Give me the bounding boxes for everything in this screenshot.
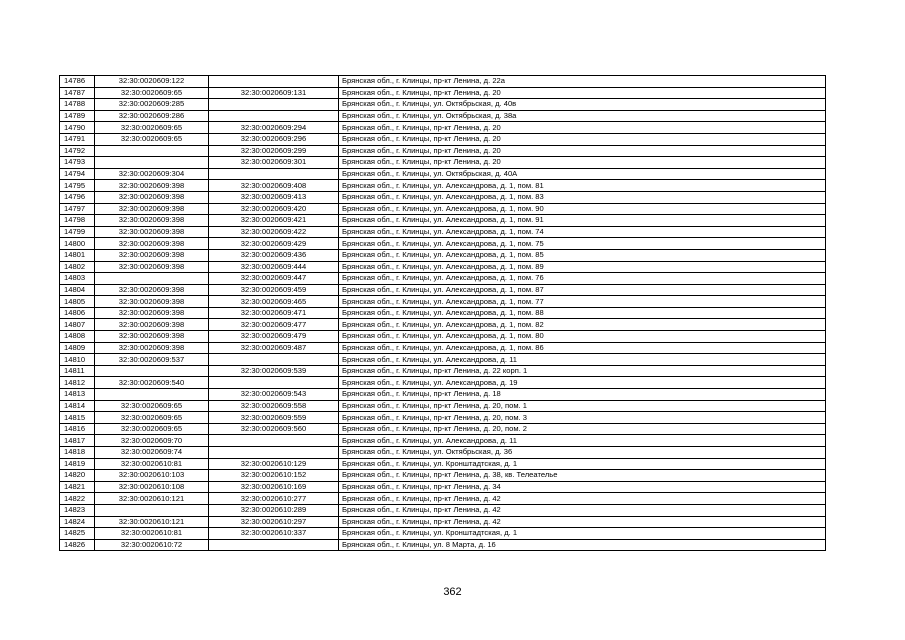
row-number-cell: 14815 bbox=[60, 412, 95, 424]
row-number-cell: 14790 bbox=[60, 122, 95, 134]
object-cadastral-number-cell: 32:30:0020609:487 bbox=[209, 342, 339, 354]
row-number-cell: 14792 bbox=[60, 145, 95, 157]
object-cadastral-number-cell bbox=[209, 76, 339, 88]
object-cadastral-number-cell: 32:30:0020609:559 bbox=[209, 412, 339, 424]
table-row bbox=[60, 331, 826, 343]
address-cell: Брянская обл., г. Клинцы, ул. 8 Марта, д. 16 bbox=[339, 539, 826, 551]
object-cadastral-number-cell: 32:30:0020609:477 bbox=[209, 319, 339, 331]
row-number-cell: 14825 bbox=[60, 528, 95, 540]
address-cell: Брянская обл., г. Клинцы, ул. Александрова, д. 1, пом. 82 bbox=[339, 319, 826, 331]
row-number-cell: 14826 bbox=[60, 539, 95, 551]
object-cadastral-number-cell: 32:30:0020609:413 bbox=[209, 191, 339, 203]
table-row bbox=[60, 99, 826, 111]
object-cadastral-number-cell: 32:30:0020609:422 bbox=[209, 226, 339, 238]
object-cadastral-number-cell: 32:30:0020609:558 bbox=[209, 400, 339, 412]
row-number-cell: 14788 bbox=[60, 99, 95, 111]
object-cadastral-number-cell: 32:30:0020609:444 bbox=[209, 261, 339, 273]
row-number-cell: 14791 bbox=[60, 133, 95, 145]
table-row bbox=[60, 389, 826, 401]
row-number-cell: 14817 bbox=[60, 435, 95, 447]
object-cadastral-number-cell: 32:30:0020610:337 bbox=[209, 528, 339, 540]
object-cadastral-number-cell: 32:30:0020610:129 bbox=[209, 458, 339, 470]
address-cell: Брянская обл., г. Клинцы, ул. Александрова, д. 1, пом. 76 bbox=[339, 273, 826, 285]
page-number: 362 bbox=[443, 586, 462, 598]
row-number-cell: 14786 bbox=[60, 76, 95, 88]
object-cadastral-number-cell: 32:30:0020610:169 bbox=[209, 481, 339, 493]
cadastral-number-cell: 32:30:0020609:398 bbox=[95, 261, 209, 273]
address-cell: Брянская обл., г. Клинцы, пр-кт Ленина, д. 42 bbox=[339, 516, 826, 528]
row-number-cell: 14810 bbox=[60, 354, 95, 366]
address-cell: Брянская обл., г. Клинцы, ул. Александрова, д. 1, пом. 86 bbox=[339, 342, 826, 354]
object-cadastral-number-cell: 32:30:0020609:560 bbox=[209, 423, 339, 435]
cadastral-number-cell: 32:30:0020609:398 bbox=[95, 215, 209, 227]
table-row bbox=[60, 110, 826, 122]
address-cell: Брянская обл., г. Клинцы, ул. Александрова, д. 1, пом. 85 bbox=[339, 249, 826, 261]
address-cell: Брянская обл., г. Клинцы, ул. Кронштадтская, д. 1 bbox=[339, 458, 826, 470]
cadastral-number-cell: 32:30:0020609:65 bbox=[95, 87, 209, 99]
table-row bbox=[60, 365, 826, 377]
table-row bbox=[60, 122, 826, 134]
cadastral-number-cell: 32:30:0020610:121 bbox=[95, 516, 209, 528]
object-cadastral-number-cell: 32:30:0020609:471 bbox=[209, 307, 339, 319]
table-row bbox=[60, 516, 826, 528]
cadastral-number-cell: 32:30:0020610:121 bbox=[95, 493, 209, 505]
cadastral-number-cell: 32:30:0020609:398 bbox=[95, 203, 209, 215]
cadastral-number-cell: 32:30:0020609:398 bbox=[95, 296, 209, 308]
cadastral-number-cell: 32:30:0020609:65 bbox=[95, 400, 209, 412]
row-number-cell: 14816 bbox=[60, 423, 95, 435]
cadastral-number-cell: 32:30:0020609:65 bbox=[95, 133, 209, 145]
cadastral-number-cell: 32:30:0020609:398 bbox=[95, 238, 209, 250]
address-cell: Брянская обл., г. Клинцы, пр-кт Ленина, д. 18 bbox=[339, 389, 826, 401]
table-row bbox=[60, 157, 826, 169]
cadastral-number-cell: 32:30:0020609:398 bbox=[95, 307, 209, 319]
table-row bbox=[60, 87, 826, 99]
object-cadastral-number-cell: 32:30:0020610:297 bbox=[209, 516, 339, 528]
cadastral-number-cell: 32:30:0020609:398 bbox=[95, 249, 209, 261]
cadastral-number-cell: 32:30:0020609:65 bbox=[95, 423, 209, 435]
table-row bbox=[60, 261, 826, 273]
cadastral-number-cell: 32:30:0020609:122 bbox=[95, 76, 209, 88]
object-cadastral-number-cell: 32:30:0020610:277 bbox=[209, 493, 339, 505]
table-row bbox=[60, 412, 826, 424]
object-cadastral-number-cell: 32:30:0020609:299 bbox=[209, 145, 339, 157]
cadastral-number-cell: 32:30:0020609:74 bbox=[95, 447, 209, 459]
table-row bbox=[60, 215, 826, 227]
object-cadastral-number-cell: 32:30:0020609:408 bbox=[209, 180, 339, 192]
cadastral-number-cell: 32:30:0020609:398 bbox=[95, 191, 209, 203]
table-row bbox=[60, 342, 826, 354]
object-cadastral-number-cell: 32:30:0020609:447 bbox=[209, 273, 339, 285]
object-cadastral-number-cell: 32:30:0020610:289 bbox=[209, 504, 339, 516]
address-cell: Брянская обл., г. Клинцы, ул. Александрова, д. 1, пом. 74 bbox=[339, 226, 826, 238]
address-cell: Брянская обл., г. Клинцы, пр-кт Ленина, д. 42 bbox=[339, 504, 826, 516]
cadastral-number-cell bbox=[95, 145, 209, 157]
row-number-cell: 14809 bbox=[60, 342, 95, 354]
table-row bbox=[60, 238, 826, 250]
row-number-cell: 14814 bbox=[60, 400, 95, 412]
object-cadastral-number-cell: 32:30:0020609:421 bbox=[209, 215, 339, 227]
address-cell: Брянская обл., г. Клинцы, ул. Александрова, д. 1, пом. 87 bbox=[339, 284, 826, 296]
address-cell: Брянская обл., г. Клинцы, ул. Александрова, д. 1, пом. 89 bbox=[339, 261, 826, 273]
row-number-cell: 14795 bbox=[60, 180, 95, 192]
table-row bbox=[60, 400, 826, 412]
table-row bbox=[60, 435, 826, 447]
row-number-cell: 14819 bbox=[60, 458, 95, 470]
table-row bbox=[60, 191, 826, 203]
row-number-cell: 14800 bbox=[60, 238, 95, 250]
address-cell: Брянская обл., г. Клинцы, ул. Александрова, д. 1, пом. 80 bbox=[339, 331, 826, 343]
cadastral-number-cell bbox=[95, 273, 209, 285]
table-row bbox=[60, 296, 826, 308]
cadastral-number-cell: 32:30:0020610:81 bbox=[95, 528, 209, 540]
row-number-cell: 14799 bbox=[60, 226, 95, 238]
registry-table-body bbox=[60, 76, 826, 551]
object-cadastral-number-cell: 32:30:0020609:296 bbox=[209, 133, 339, 145]
table-row bbox=[60, 423, 826, 435]
address-cell: Брянская обл., г. Клинцы, ул. Александрова, д. 1, пом. 88 bbox=[339, 307, 826, 319]
cadastral-number-cell: 32:30:0020609:398 bbox=[95, 180, 209, 192]
object-cadastral-number-cell: 32:30:0020610:152 bbox=[209, 470, 339, 482]
table-row bbox=[60, 307, 826, 319]
object-cadastral-number-cell bbox=[209, 99, 339, 111]
object-cadastral-number-cell: 32:30:0020609:294 bbox=[209, 122, 339, 134]
table-row bbox=[60, 493, 826, 505]
address-cell: Брянская обл., г. Клинцы, пр-кт Ленина, д. 20, пом. 2 bbox=[339, 423, 826, 435]
row-number-cell: 14801 bbox=[60, 249, 95, 261]
table-row bbox=[60, 168, 826, 180]
table-row bbox=[60, 76, 826, 88]
table-row bbox=[60, 319, 826, 331]
table-row bbox=[60, 249, 826, 261]
object-cadastral-number-cell bbox=[209, 447, 339, 459]
address-cell: Брянская обл., г. Клинцы, ул. Александрова, д. 11 bbox=[339, 354, 826, 366]
address-cell: Брянская обл., г. Клинцы, ул. Александрова, д. 1, пом. 83 bbox=[339, 191, 826, 203]
object-cadastral-number-cell bbox=[209, 435, 339, 447]
row-number-cell: 14798 bbox=[60, 215, 95, 227]
table-row bbox=[60, 470, 826, 482]
address-cell: Брянская обл., г. Клинцы, ул. Кронштадтская, д. 1 bbox=[339, 528, 826, 540]
table-row bbox=[60, 273, 826, 285]
address-cell: Брянская обл., г. Клинцы, пр-кт Ленина, д. 38, кв. Телеательe bbox=[339, 470, 826, 482]
cadastral-number-cell: 32:30:0020609:398 bbox=[95, 342, 209, 354]
address-cell: Брянская обл., г. Клинцы, ул. Октябрьская, д. 40А bbox=[339, 168, 826, 180]
cadastral-number-cell: 32:30:0020609:286 bbox=[95, 110, 209, 122]
cadastral-number-cell: 32:30:0020610:103 bbox=[95, 470, 209, 482]
address-cell: Брянская обл., г. Клинцы, пр-кт Ленина, д. 20 bbox=[339, 87, 826, 99]
address-cell: Брянская обл., г. Клинцы, ул. Александрова, д. 1, пом. 75 bbox=[339, 238, 826, 250]
table-row bbox=[60, 528, 826, 540]
row-number-cell: 14797 bbox=[60, 203, 95, 215]
address-cell: Брянская обл., г. Клинцы, пр-кт Ленина, д. 34 bbox=[339, 481, 826, 493]
cadastral-number-cell: 32:30:0020609:540 bbox=[95, 377, 209, 389]
row-number-cell: 14812 bbox=[60, 377, 95, 389]
cadastral-number-cell: 32:30:0020610:108 bbox=[95, 481, 209, 493]
table-row bbox=[60, 180, 826, 192]
cadastral-number-cell: 32:30:0020609:398 bbox=[95, 284, 209, 296]
cadastral-number-cell: 32:30:0020610:72 bbox=[95, 539, 209, 551]
table-row bbox=[60, 226, 826, 238]
cadastral-number-cell: 32:30:0020609:304 bbox=[95, 168, 209, 180]
object-cadastral-number-cell: 32:30:0020609:131 bbox=[209, 87, 339, 99]
address-cell: Брянская обл., г. Клинцы, пр-кт Ленина, д. 22 корп. 1 bbox=[339, 365, 826, 377]
address-cell: Брянская обл., г. Клинцы, пр-кт Ленина, д. 20, пом. 1 bbox=[339, 400, 826, 412]
object-cadastral-number-cell: 32:30:0020609:301 bbox=[209, 157, 339, 169]
object-cadastral-number-cell: 32:30:0020609:459 bbox=[209, 284, 339, 296]
row-number-cell: 14813 bbox=[60, 389, 95, 401]
address-cell: Брянская обл., г. Клинцы, пр-кт Ленина, д. 22а bbox=[339, 76, 826, 88]
table-row bbox=[60, 133, 826, 145]
row-number-cell: 14822 bbox=[60, 493, 95, 505]
row-number-cell: 14803 bbox=[60, 273, 95, 285]
object-cadastral-number-cell: 32:30:0020609:539 bbox=[209, 365, 339, 377]
address-cell: Брянская обл., г. Клинцы, пр-кт Ленина, д. 42 bbox=[339, 493, 826, 505]
cadastral-number-cell: 32:30:0020609:398 bbox=[95, 319, 209, 331]
row-number-cell: 14789 bbox=[60, 110, 95, 122]
object-cadastral-number-cell bbox=[209, 377, 339, 389]
cadastral-number-cell: 32:30:0020609:537 bbox=[95, 354, 209, 366]
object-cadastral-number-cell bbox=[209, 354, 339, 366]
address-cell: Брянская обл., г. Клинцы, ул. Александрова, д. 11 bbox=[339, 435, 826, 447]
row-number-cell: 14794 bbox=[60, 168, 95, 180]
cadastral-number-cell: 32:30:0020609:398 bbox=[95, 226, 209, 238]
cadastral-number-cell bbox=[95, 504, 209, 516]
address-cell: Брянская обл., г. Клинцы, ул. Октябрьская, д. 36 bbox=[339, 447, 826, 459]
table-row bbox=[60, 504, 826, 516]
object-cadastral-number-cell: 32:30:0020609:429 bbox=[209, 238, 339, 250]
object-cadastral-number-cell: 32:30:0020609:420 bbox=[209, 203, 339, 215]
object-cadastral-number-cell bbox=[209, 539, 339, 551]
address-cell: Брянская обл., г. Клинцы, ул. Александрова, д. 1, пом. 90 bbox=[339, 203, 826, 215]
table-row bbox=[60, 447, 826, 459]
object-cadastral-number-cell: 32:30:0020609:479 bbox=[209, 331, 339, 343]
table-row bbox=[60, 145, 826, 157]
row-number-cell: 14824 bbox=[60, 516, 95, 528]
table-row bbox=[60, 377, 826, 389]
cadastral-number-cell: 32:30:0020609:285 bbox=[95, 99, 209, 111]
table-row bbox=[60, 284, 826, 296]
object-cadastral-number-cell: 32:30:0020609:465 bbox=[209, 296, 339, 308]
cadastral-number-cell bbox=[95, 389, 209, 401]
object-cadastral-number-cell: 32:30:0020609:543 bbox=[209, 389, 339, 401]
address-cell: Брянская обл., г. Клинцы, ул. Октябрьская, д. 38а bbox=[339, 110, 826, 122]
table-row bbox=[60, 481, 826, 493]
cadastral-number-cell: 32:30:0020610:81 bbox=[95, 458, 209, 470]
address-cell: Брянская обл., г. Клинцы, ул. Александрова, д. 19 bbox=[339, 377, 826, 389]
cadastral-number-cell: 32:30:0020609:398 bbox=[95, 331, 209, 343]
address-cell: Брянская обл., г. Клинцы, пр-кт Ленина, д. 20 bbox=[339, 145, 826, 157]
cadastral-number-cell: 32:30:0020609:65 bbox=[95, 412, 209, 424]
table-row bbox=[60, 354, 826, 366]
address-cell: Брянская обл., г. Клинцы, пр-кт Ленина, д. 20 bbox=[339, 122, 826, 134]
row-number-cell: 14804 bbox=[60, 284, 95, 296]
row-number-cell: 14808 bbox=[60, 331, 95, 343]
row-number-cell: 14823 bbox=[60, 504, 95, 516]
row-number-cell: 14802 bbox=[60, 261, 95, 273]
cadastral-number-cell: 32:30:0020609:70 bbox=[95, 435, 209, 447]
registry-table bbox=[59, 75, 826, 551]
address-cell: Брянская обл., г. Клинцы, пр-кт Ленина, д. 20 bbox=[339, 157, 826, 169]
address-cell: Брянская обл., г. Клинцы, пр-кт Ленина, д. 20, пом. 3 bbox=[339, 412, 826, 424]
row-number-cell: 14818 bbox=[60, 447, 95, 459]
row-number-cell: 14793 bbox=[60, 157, 95, 169]
row-number-cell: 14787 bbox=[60, 87, 95, 99]
cadastral-number-cell: 32:30:0020609:65 bbox=[95, 122, 209, 134]
row-number-cell: 14820 bbox=[60, 470, 95, 482]
table-row bbox=[60, 203, 826, 215]
object-cadastral-number-cell bbox=[209, 168, 339, 180]
table-row bbox=[60, 458, 826, 470]
table-row bbox=[60, 539, 826, 551]
object-cadastral-number-cell bbox=[209, 110, 339, 122]
cadastral-number-cell bbox=[95, 157, 209, 169]
row-number-cell: 14821 bbox=[60, 481, 95, 493]
address-cell: Брянская обл., г. Клинцы, ул. Октябрьская, д. 40в bbox=[339, 99, 826, 111]
address-cell: Брянская обл., г. Клинцы, ул. Александрова, д. 1, пом. 77 bbox=[339, 296, 826, 308]
cadastral-number-cell bbox=[95, 365, 209, 377]
address-cell: Брянская обл., г. Клинцы, ул. Александрова, д. 1, пом. 91 bbox=[339, 215, 826, 227]
object-cadastral-number-cell: 32:30:0020609:436 bbox=[209, 249, 339, 261]
address-cell: Брянская обл., г. Клинцы, пр-кт Ленина, д. 20 bbox=[339, 133, 826, 145]
row-number-cell: 14806 bbox=[60, 307, 95, 319]
address-cell: Брянская обл., г. Клинцы, ул. Александрова, д. 1, пом. 81 bbox=[339, 180, 826, 192]
row-number-cell: 14811 bbox=[60, 365, 95, 377]
row-number-cell: 14796 bbox=[60, 191, 95, 203]
row-number-cell: 14805 bbox=[60, 296, 95, 308]
row-number-cell: 14807 bbox=[60, 319, 95, 331]
